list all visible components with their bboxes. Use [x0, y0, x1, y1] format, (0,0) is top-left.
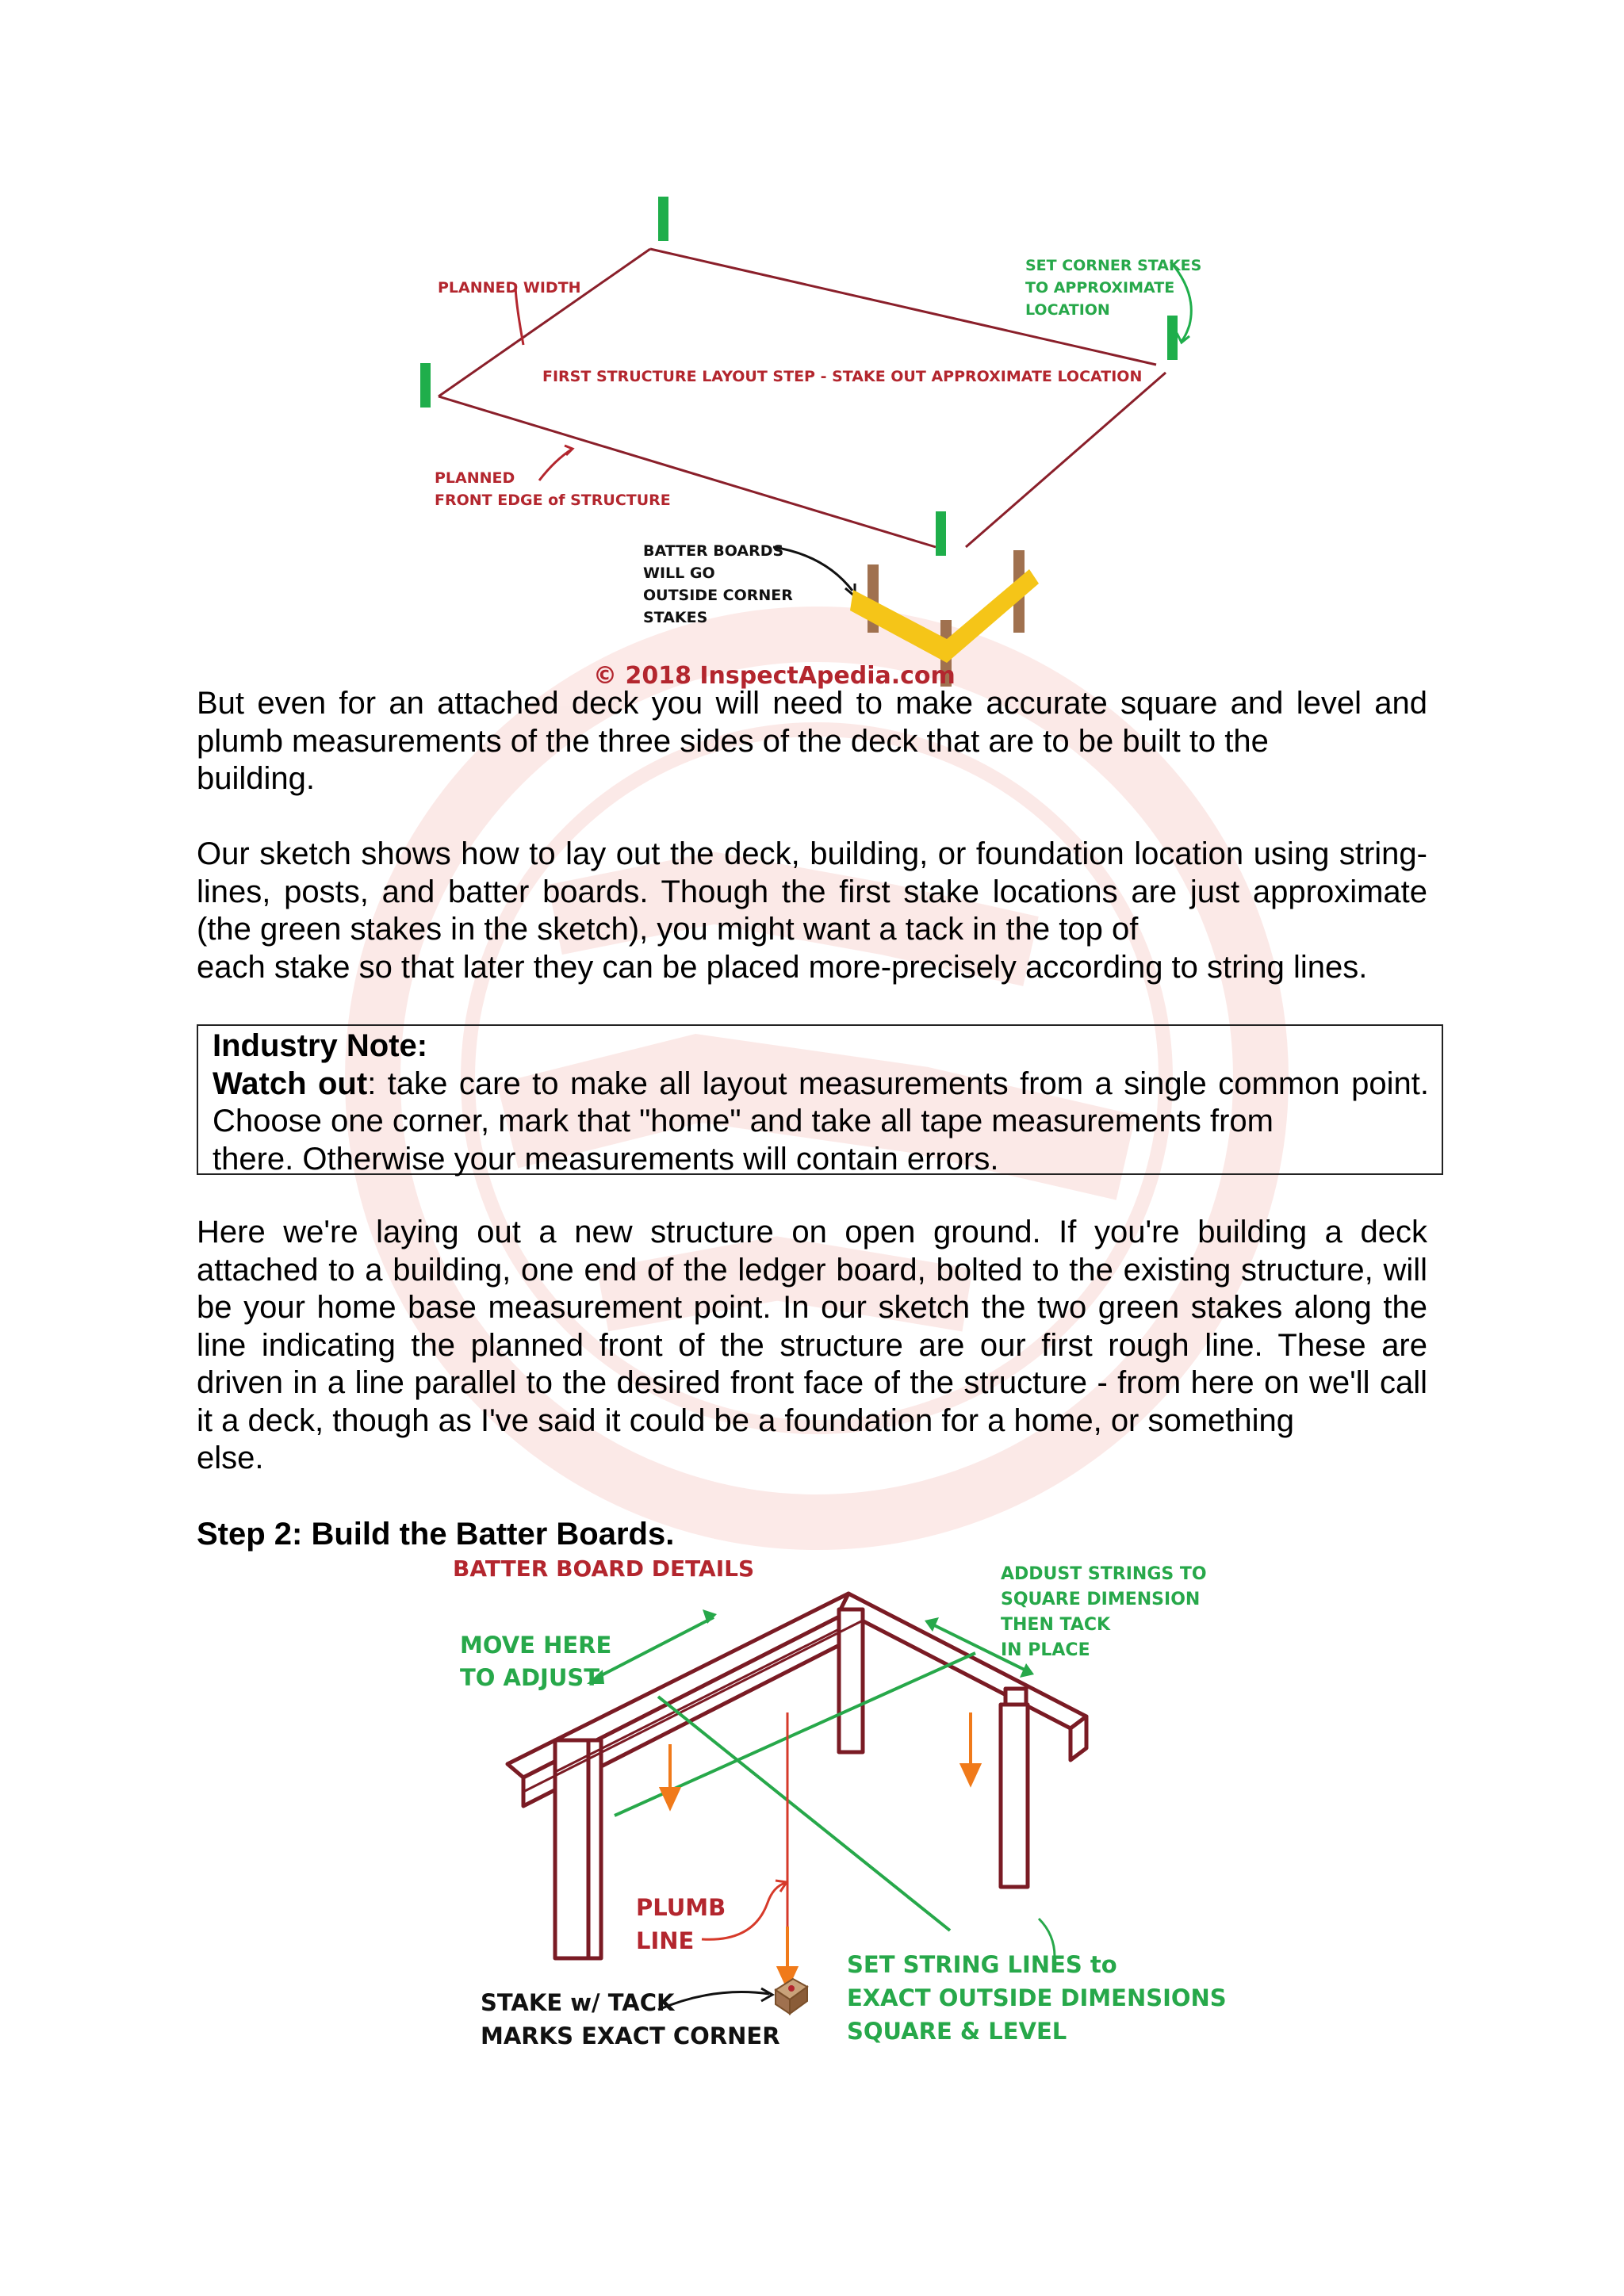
plumb-label-1: PLUMB [636, 1894, 726, 1921]
watch-out-lead: Watch out [213, 1066, 368, 1101]
stake-with-tack [776, 1979, 807, 2014]
industry-note-title: Industry Note: [213, 1028, 428, 1063]
paragraph-1-text: But even for an attached deck you will need to make accurate square and level and plumb measurements of the three sides of the deck that are to be built to the [197, 686, 1427, 759]
front-edge-label-2: FRONT EDGE of STRUCTURE [435, 492, 671, 509]
move-label-2: TO ADJUST [460, 1664, 600, 1691]
stake-label-arrow [658, 1992, 769, 2011]
paragraph-2-last-line: each stake so that later they can be placed more-precisely according to string lines. [197, 949, 1368, 985]
planned-width-label: PLANNED WIDTH [438, 279, 581, 297]
front-edge-label-1: PLANNED [435, 469, 515, 487]
batter-label-4: STAKES [643, 609, 708, 626]
adjust-label-4: IN PLACE [1001, 1640, 1090, 1660]
plumb-arrows [661, 1712, 979, 1987]
corner-stakes-label-1: SET CORNER STAKES [1025, 257, 1202, 274]
stake-label-2: MARKS EXACT CORNER [481, 2022, 780, 2049]
move-label-1: MOVE HERE [460, 1632, 612, 1659]
layout-step-label: FIRST STRUCTURE LAYOUT STEP - STAKE OUT APPROXIMATE LOCATION [542, 368, 1143, 385]
corner-stakes-label-2: TO APPROXIMATE [1025, 279, 1175, 297]
batter-label-2: WILL GO [643, 564, 715, 582]
industry-note-last-line: there. Otherwise your measurements will contain errors. [213, 1141, 999, 1177]
set-string-label-3: SQUARE & LEVEL [847, 2018, 1067, 2045]
adjust-label-2: SQUARE DIMENSION [1001, 1590, 1201, 1609]
paragraph-2-text: Our sketch shows how to lay out the deck, building, or foundation location using string-lines, posts, and batter boards. Though the first stake locations are just approximate (the green stakes in the sketch), you might want a tack in the top of [197, 836, 1427, 947]
adjust-label-3: THEN TACK [1001, 1615, 1111, 1635]
paragraph-3-text: Here we're laying out a new structure on open ground. If you're building a deck attached to a building, one end of the ledger board, bolted to the existing structure, will be your home base measurement point. In our sketch the two green stakes along the line indicating the planned front of the structure are our first rough line. These are driven in a line parallel to the desired front face of the structure - from here on we'll call it a deck, though as I've said it could be a foundation for a home, or something [197, 1215, 1427, 1438]
stake-label-1: STAKE w/ TACK [481, 1989, 675, 2016]
corner-stakes-label-3: LOCATION [1025, 301, 1110, 319]
batter-label-1: BATTER BOARDS [643, 542, 784, 560]
step-2-heading: Step 2: Build the Batter Boards. [197, 1517, 675, 1552]
plumb-label-2: LINE [636, 1927, 695, 1954]
set-string-label-2: EXACT OUTSIDE DIMENSIONS [847, 1984, 1227, 2011]
copyright-watermark: © 2018 InspectApedia.com [593, 662, 956, 690]
adjust-label-1: ADDUST STRINGS TO [1001, 1564, 1207, 1584]
batter-board-details-title: BATTER BOARD DETAILS [453, 1556, 755, 1582]
set-string-label-1: SET STRING LINES to [847, 1951, 1117, 1978]
batter-label-3: OUTSIDE CORNER [643, 587, 793, 604]
paragraph-3-last-line: else. [197, 1441, 264, 1475]
industry-note-text: : take care to make all layout measurements from a single common point. Choose one corner, mark that "home" and take all tape measurements from [213, 1066, 1429, 1138]
paragraph-1-last-line: building. [197, 761, 316, 796]
